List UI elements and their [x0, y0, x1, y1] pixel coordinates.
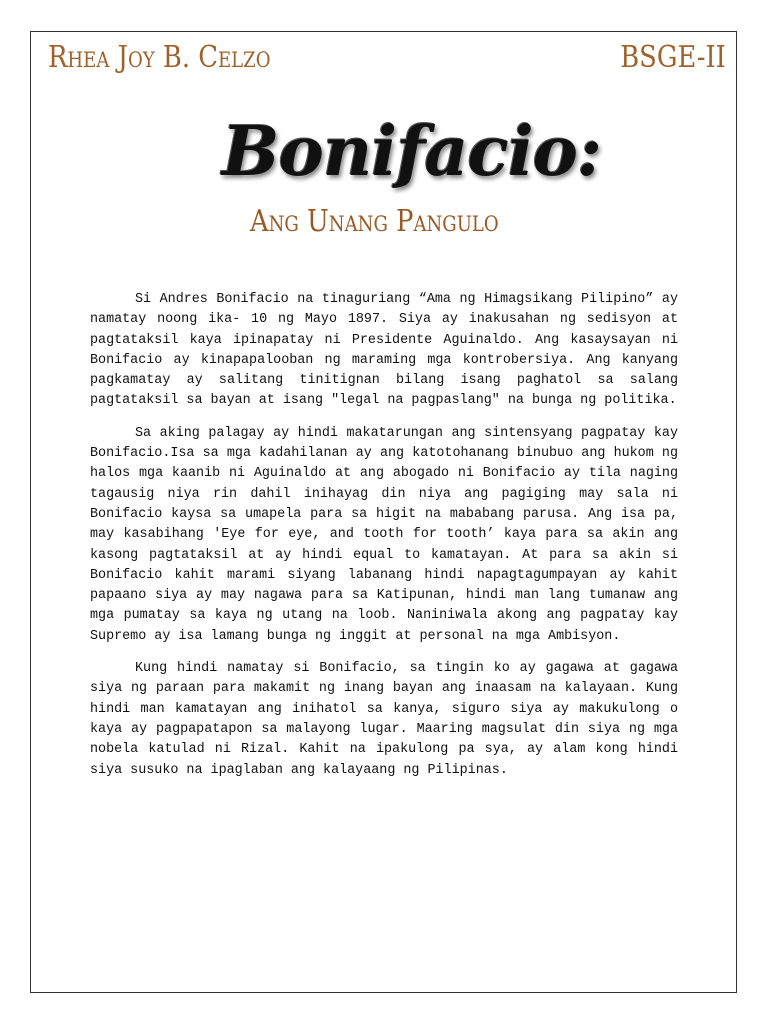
document-subtitle: Ang Unang Pangulo — [250, 204, 499, 239]
course-code: BSGE-II — [620, 40, 726, 75]
paragraph-2: Sa aking palagay ay hindi makatarungan ang sintensyang pagpatay kay Bonifacio.Isa sa mga kadahilanan ay ang katotohanang binubuo ang hukom ng halos mga kaanib ni Aguinaldo at ang abogado ni Bonifacio ay tila naging tagausig niya rin dahil inihayag din niya ang pagiging may sala ni Bonifacio kaysa sa umapela para sa higit na mababang parusa. Ang isa pa, may kasabihang 'Eye for eye, and tooth for tooth’ kaya para sa akin ang kasong pagtataksil at ay hindi equal to kamatayan. At para sa akin si Bonifacio kahit marami siyang labanang hindi napagtagumpayan ay kahit papaano siya ay may nagawa para sa Katipunan, hindi man lang tumanaw ang mga pumatay sa kaya ng utang na loob. Naniniwala akong ang pagpatay kay Supremo ay isa lamang bunga ng inggit at personal na mga Ambisyon. — [90, 425, 678, 644]
paragraph-1: Si Andres Bonifacio na tinaguriang “Ama ng Himagsikang Pilipino” ay namatay noong ika- 10 ng Mayo 1897. Siya ay inakusahan ng sedisyon at pagtataksil kaya ipinapatay ni Presidente Aguinaldo. Ang kasaysayan ni Bonifacio ay kinapapalooban ng maraming mga kontrobersiya. Ang kanyang pagkamatay ay salitang tinitignan bilang isang paghatol sa salang pagtataksil sa bayan at isang "legal na pagpaslang" na bunga ng politika. — [90, 292, 678, 409]
author-name: Rhea Joy B. Celzo — [48, 40, 271, 75]
paragraph-3: Kung hindi namatay si Bonifacio, sa tingin ko ay gagawa at gagawa siya ng paraan para makamit ng inang bayan ang inaasam na kalayaan. Kung hindi man kamatayan ang inihatol sa kanya, siguro siya ay makukulong o kaya ay pagpapatapon sa malayong lugar. Maaring magsulat din siya ng mga nobela katulad ni Rizal. Kahit na ipakulong pa sya, ay alam kong hindi siya susuko na ipaglaban ang kalayaang ng Pilipinas. — [90, 661, 678, 778]
document-title: Bonifacio: — [222, 112, 602, 192]
essay-body — [90, 290, 678, 793]
